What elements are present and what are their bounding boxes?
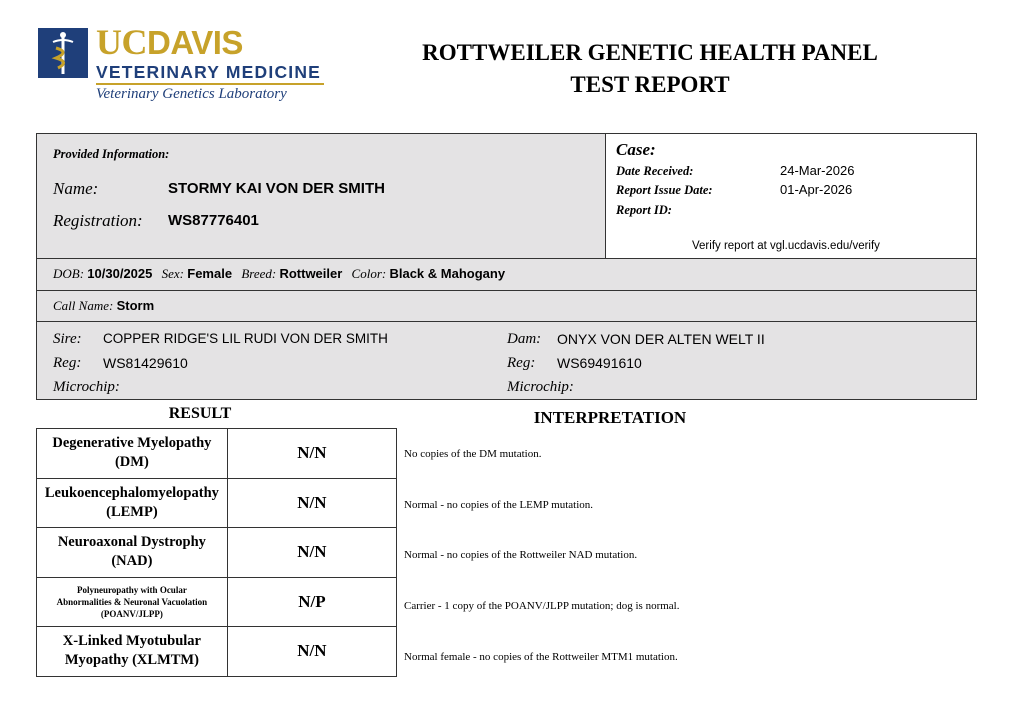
dob-label: DOB: (53, 266, 85, 281)
dog-details-row (37, 258, 976, 290)
sire-reg-label: Reg: (53, 355, 82, 371)
table-row (37, 627, 397, 677)
dob-value: 10/30/2025 (87, 266, 153, 281)
registration-number: WS87776401 (168, 212, 259, 229)
interpretation-text: Normal female - no copies of the Rottweiler MTM1 mutation. (404, 651, 678, 663)
interpretation-text: Normal - no copies of the Rottweiler NAD mutation. (404, 549, 638, 561)
case-information (606, 134, 976, 258)
case-heading: Case: (616, 140, 656, 159)
genotype: N/P (227, 577, 396, 627)
dog-name: STORMY KAI VON DER SMITH (168, 180, 385, 197)
provided-information (37, 134, 606, 258)
report-id-label: Report ID: (616, 203, 672, 217)
interpretation-text: No copies of the DM mutation. (404, 448, 542, 460)
dam-label: Dam: (507, 331, 542, 347)
interpretation-heading: INTERPRETATION (533, 408, 687, 427)
dam-reg: WS69491610 (557, 355, 642, 371)
breed-value: Rottweiler (279, 266, 343, 281)
sire-name: COPPER RIDGE'S LIL RUDI VON DER SMITH (103, 331, 388, 346)
genotype: N/N (227, 478, 396, 528)
dam-microchip-label: Microchip: (507, 379, 574, 395)
sire-reg: WS81429610 (103, 355, 188, 371)
table-row (37, 528, 397, 578)
name-label: Name: (53, 179, 99, 198)
logo-lab-name: Veterinary Genetics Laboratory (96, 86, 287, 102)
breed-label: Breed: (241, 266, 277, 281)
provided-heading: Provided Information: (53, 147, 170, 161)
test-name: Leukoencephalomyelopathy (LEMP) (37, 478, 228, 528)
test-name: Polyneuropathy with Ocular Abnormalities & Neuronal Vacuolation (POANV/JLPP) (37, 577, 228, 627)
issue-date-label: Report Issue Date: (616, 183, 713, 197)
logo-divider (96, 83, 324, 85)
call-name-row (37, 290, 976, 321)
issue-date: 01-Apr-2026 (780, 182, 853, 197)
results-table (36, 428, 397, 677)
test-name: Neuroaxonal Dystrophy (NAD) (37, 528, 228, 578)
report-title: ROTTWEILER GENETIC HEALTH PANEL (422, 40, 878, 65)
sire-microchip-label: Microchip: (53, 379, 120, 395)
parents-row (37, 321, 976, 399)
result-heading: RESULT (168, 405, 232, 422)
caduceus-shield-icon (38, 28, 88, 78)
call-name-label: Call Name: (53, 298, 114, 313)
sire-label: Sire: (53, 331, 82, 347)
info-box (36, 133, 977, 400)
dam-reg-label: Reg: (507, 355, 536, 371)
sex-value: Female (187, 266, 233, 281)
logo-wordmark: UCDAVIS (96, 22, 243, 62)
logo-vetmed: VETERINARY MEDICINE (96, 62, 322, 82)
call-name-value: Storm (116, 298, 155, 313)
date-received: 24-Mar-2026 (780, 163, 855, 178)
table-row (37, 478, 397, 528)
date-received-label: Date Received: (616, 164, 694, 178)
genotype: N/N (227, 528, 396, 578)
interpretation-text: Carrier - 1 copy of the POANV/JLPP mutation; dog is normal. (404, 600, 680, 612)
registration-label: Registration: (53, 211, 143, 230)
genotype: N/N (227, 627, 396, 677)
table-row (37, 577, 397, 627)
report-subtitle: TEST REPORT (570, 72, 730, 97)
interpretation-text: Normal - no copies of the LEMP mutation. (404, 499, 594, 511)
genotype: N/N (227, 429, 396, 479)
test-name: Degenerative Myelopathy (DM) (37, 429, 228, 479)
table-row (37, 429, 397, 479)
test-name: X-Linked Myotubular Myopathy (XLMTM) (37, 627, 228, 677)
verify-link[interactable]: Verify report at vgl.ucdavis.edu/verify (692, 240, 880, 252)
color-value: Black & Mahogany (389, 266, 506, 281)
ucdavis-logo (38, 22, 328, 106)
sex-label: Sex: (161, 266, 184, 281)
dam-name: ONYX VON DER ALTEN WELT II (557, 331, 765, 347)
color-label: Color: (351, 266, 387, 281)
